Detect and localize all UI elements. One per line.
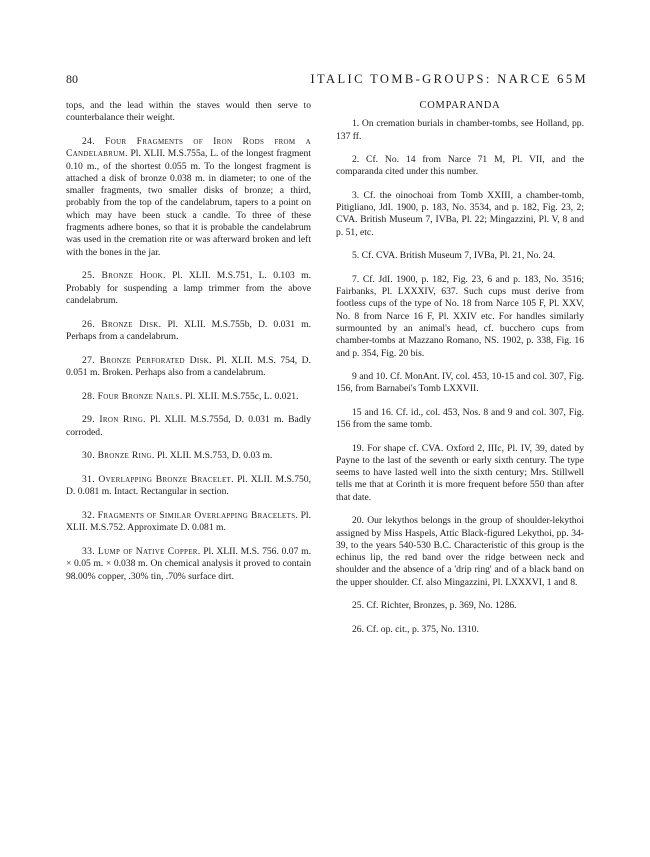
entry-heading: 26. Bronze Disk. — [82, 318, 162, 330]
page-number: 80 — [66, 72, 78, 86]
comparanda-note: 7. Cf. JdI. 1900, p. 182, Fig. 23, 6 and p. 183, No. 3516; Fairbanks, Pl. LXXXIV, 637. Such cups must derive from footless cups of the type of No. 18 from Narce 105 F, Pl. XXV, No. 8 from Narce 16 F, Pl. XXIV etc. For handles similarly surmounted by an animal's head, cf. bucchero cups from chamber-tombs at Mazzano Romano, NS. 1902, p. 338, Fig. 16 and p. 354, Fig. 20 bis. — [336, 273, 584, 359]
comparanda-note: 3. Cf. the oinochoai from Tomb XXIII, a chamber-tomb, Pitigliano, JdI. 1900, p. 183, No. 3534, and p. 182, Fig. 23, 2; CVA. British Museum 7, IVBa, Pl. 22; Mingazzini, Pl. V, 8 and p. 51, etc. — [336, 189, 584, 238]
catalogue-entry — [66, 391, 311, 403]
entry-heading: 33. Lump of Native Copper. — [82, 545, 201, 557]
catalogue-entry — [66, 355, 311, 380]
entry-text: Pl. XLII. M.S.755b, D. 0.031 m. Perhaps from a candelabrum. — [66, 318, 311, 342]
entry-heading: 25. Bronze Hook. — [82, 270, 166, 282]
comparanda-note: 26. Cf. op. cit., p. 375, No. 1310. — [352, 623, 479, 635]
catalogue-column — [66, 100, 311, 594]
entry-heading: 31. Overlapping Bronze Bracelet. — [82, 473, 234, 485]
entry-text: Pl. XLII. M.S.755c, L. 0.021. — [182, 390, 299, 402]
catalogue-entry — [66, 100, 311, 125]
entry-text: Pl. XLII. M.S.755d, D. 0.031 m. Badly corroded. — [66, 414, 311, 438]
catalogue-entry — [66, 319, 311, 344]
catalogue-entry — [66, 546, 311, 583]
comparanda-note: 25. Cf. Richter, Bronzes, p. 369, No. 1286. — [352, 600, 517, 612]
catalogue-entry — [66, 474, 311, 499]
entry-heading: 29. Iron Ring. — [82, 414, 146, 426]
catalogue-entry — [66, 510, 311, 535]
catalogue-entry — [66, 414, 311, 439]
entry-heading: 30. Bronze Ring. — [82, 450, 155, 462]
comparanda-note: 5. Cf. CVA. British Museum 7, IVBa, Pl. 21, No. 24. — [352, 250, 556, 262]
comparanda-note: 19. For shape cf. CVA. Oxford 2, IIIc, Pl. IV, 39, dated by Payne to the last of the seventh or early sixth century. The type seems to have lasted well into the sixth century; Mrs. Stillwell tells me that at Corinth it is more frequent before 550 than after that date. — [336, 442, 584, 503]
entry-heading: 32. Fragments of Similar Overlapping Bracelets. — [82, 509, 299, 521]
page-header — [66, 72, 588, 88]
entry-text: tops, and the lead within the staves would then serve to counterbalance their weight. — [66, 100, 311, 124]
entry-text: Pl. XLII. M.S.751, L. 0.103 m. Probably for suspending a lamp trimmer from the above candelabrum. — [66, 270, 312, 306]
entry-text: Pl. XLII. M.S.753, D. 0.03 m. — [154, 450, 273, 462]
comparanda-note: 9 and 10. Cf. MonAnt. IV, col. 453, 10-15 and col. 307, Fig. 156, from Barnabei's Tomb LXXVII. — [336, 370, 584, 395]
entry-heading: 28. Four Bronze Nails. — [82, 390, 183, 402]
entry-heading: 24. Four Fragments of Iron Rods from a Candelabrum. — [66, 135, 311, 160]
comparanda-note: 20. Our lekythos belongs in the group of shoulder-lekythoi assigned by Miss Haspels, Attic Black-figured Lekythoi, pp. 34-39, to the years 540-530 B.C. Characteristic of this group is the echinus lip, the red band over the ridge between neck and shoulder and the absence of a 'drip ring' and of a black band on the upper shoulder. Cf. also Mingazzini, Pl. LXXXVI, 1 and 8. — [336, 515, 584, 588]
entry-text: Pl. XLII. M.S.750, D. 0.081 m. Intact. Rectangular in section. — [66, 473, 311, 498]
running-title: ITALIC TOMB-GROUPS: NARCE 65M — [310, 72, 588, 86]
catalogue-entry — [66, 270, 311, 307]
comparanda-note: 2. Cf. No. 14 from Narce 71 M, Pl. VII, and the comparanda cited under this number. — [336, 154, 584, 178]
catalogue-entry — [66, 450, 311, 462]
comparanda-note: 1. On cremation burials in chamber-tombs, see Holland, pp. 137 ff. — [336, 118, 584, 142]
entry-text: Pl. XLII. M.S.755a, L. of the longest fragment 0.10 m., of the shortest 0.055 m. To the longest fragment is attached a disk of bronze 0.038 m. in diameter; to one of the smaller fragments, two smaller disks of bronze; a third, probably from the top of the candelabrum, tapers to a point on which may have been stuck a candle. To three of these fragments adhere bones, so that it is probable the candelabrum was used in the cremation rite or was afterward broken and left with the bones in the jar. — [66, 148, 311, 258]
entry-text: Pl. XLII. M.S. 754, D. 0.051 m. Broken. Perhaps also from a candelabrum. — [66, 354, 311, 378]
comparanda-column — [336, 100, 584, 647]
section-title: COMPARANDA — [419, 100, 501, 111]
entry-heading: 27. Bronze Perforated Disk. — [82, 354, 212, 366]
catalogue-entry — [66, 136, 311, 259]
comparanda-note: 15 and 16. Cf. id., col. 453, Nos. 8 and 9 and col. 307, Fig. 156 from the same tomb. — [336, 406, 584, 431]
entry-text: Pl. XLII. M.S.752. Approximate D. 0.081 m. — [66, 509, 311, 534]
entry-text: Pl. XLII. M.S. 756. 0.07 m. × 0.05 m. × 0.038 m. On chemical analysis it proved to contain 98.00% copper, .30% tin, .70% surface dirt. — [66, 545, 311, 582]
